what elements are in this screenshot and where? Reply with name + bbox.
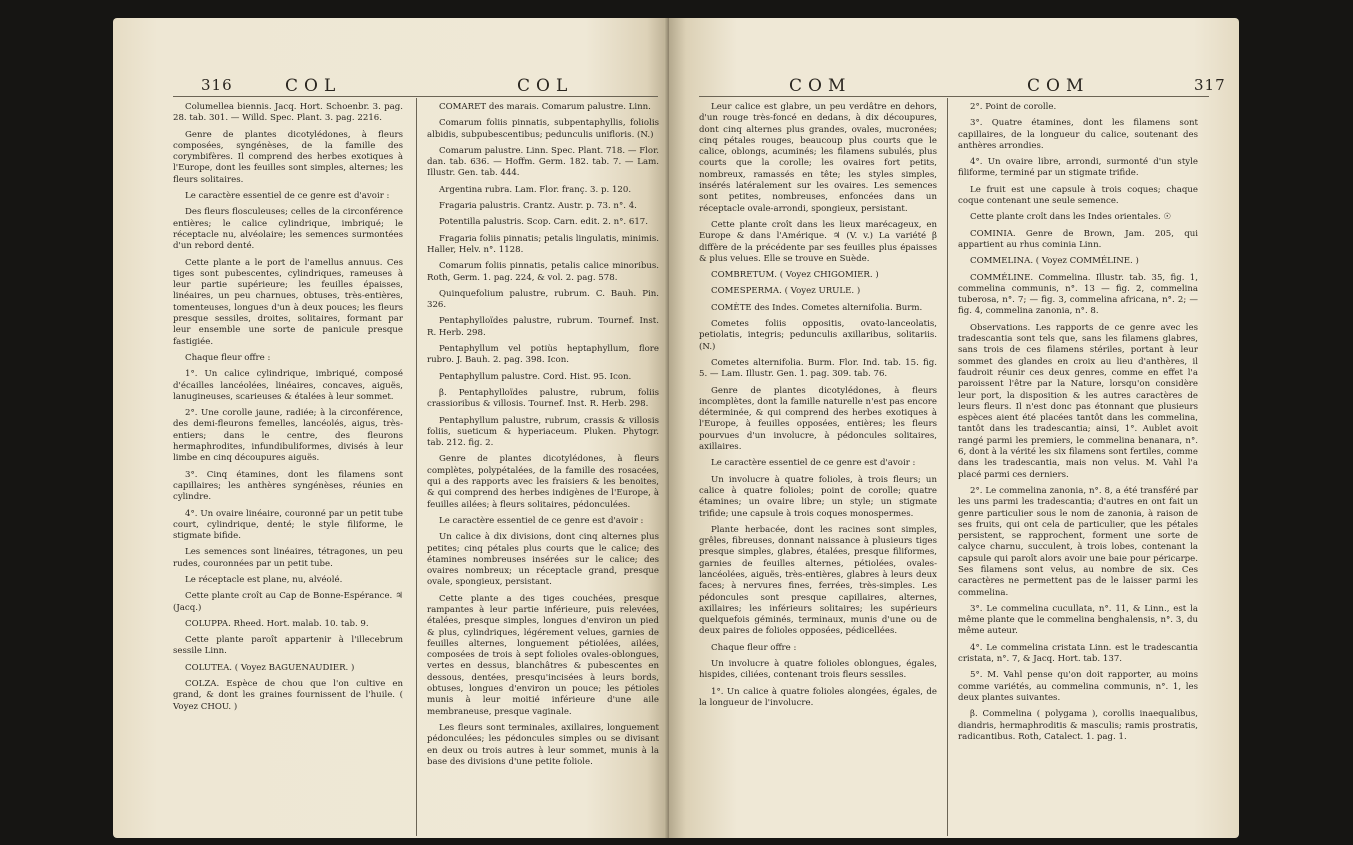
text-paragraph: Cette plante paroît appartenir à l'illecebrum sessile Linn. <box>173 635 403 657</box>
text-paragraph: Cometes alternifolia. Burm. Flor. Ind. tab. 15. fig. 5. — Lam. Illustr. Gen. 1. pag. 309. tab. 76. <box>699 357 937 380</box>
text-paragraph: 3°. Cinq étamines, dont les filamens sont capillaires; les anthères syngénèses, réunies en cylindre. <box>173 469 403 503</box>
text-paragraph: 4°. Un ovaire libre, arrondi, surmonté d'un style filiforme, terminé par un stigmate trifide. <box>958 157 1198 179</box>
column-divider <box>947 98 948 836</box>
text-paragraph: Cette plante croît dans les Indes orientales. ☉ <box>970 212 1172 223</box>
text-paragraph: COMÈTE des Indes. Cometes alternifolia. Burm. <box>711 302 923 313</box>
text-paragraph: 4°. Le commelina cristata Linn. est le tradescantia cristata, n°. 7, & Jacq. Hort. tab. 137. <box>958 642 1198 665</box>
column-divider <box>416 98 417 836</box>
text-paragraph: 3°. Quatre étamines, dont les filamens sont capillaires, de la longueur du calice, soutenant des anthères arrondies. <box>958 118 1198 151</box>
page-number-left: 316 <box>201 76 233 94</box>
text-paragraph: 2°. Point de corolle. <box>970 102 1057 112</box>
right-page-column-2 <box>958 102 1198 748</box>
text-paragraph: COMBRETUM. ( Voyez CHIGOMIER. ) <box>711 270 879 281</box>
text-paragraph: 1°. Un calice à quatre folioles alongées, égales, de la longueur de l'involucre. <box>699 686 937 708</box>
text-paragraph: Genre de plantes dicotylédones, à fleurs complètes, polypétalées, de la famille des rosacées, qui a des rapports avec les fraisiers & les benoites, & qui comprend des herbes indigènes de l'Europe, à feuilles ailées; à fleurs solitaires, pédonculées. <box>427 454 659 510</box>
text-paragraph: Plante herbacée, dont les racines sont simples, grêles, fibreuses, donnant naissance à plusieurs tiges presque simples, glabres, étalées, presque filiformes, garnies de feuilles alternes, pétiolées, ovales-lancéolées, aiguës, très-entières, glabres à leurs deux faces; à nervures fines, ferrées, très-simples. Les pédoncules sont presque capillaires, alternes, axillaires; les inférieurs solitaires; les supérieurs quelquefois géminés, terminaux, munis d'une ou de deux paires de folioles opposées, pédicellées. <box>699 524 937 637</box>
text-paragraph: 4°. Un ovaire linéaire, couronné par un petit tube court, cylindrique, denté; le style filiforme, le stigmate bifide. <box>173 508 403 542</box>
text-paragraph: Pentaphyllum palustre, rubrum, crassis & villosis foliis, sueticum & hyperiaceum. Pluken. Phytogr. tab. 212. fig. 2. <box>427 415 659 449</box>
text-paragraph: Chaque fleur offre : <box>185 352 271 363</box>
text-paragraph: Chaque fleur offre : <box>711 642 797 653</box>
text-paragraph: β. Pentaphylloïdes palustre, rubrum, foliis crassioribus & villosis. Tournef. Inst. R. Herb. 298. <box>427 387 659 410</box>
left-page-column-2 <box>427 102 659 773</box>
text-paragraph: Cette plante croît au Cap de Bonne-Espérance. ♃ (Jacq.) <box>173 591 403 613</box>
text-paragraph: Comarum foliis pinnatis, subpentaphyllis, foliolis albidis, subpubescentibus; pedunculis unifloris. (N.) <box>427 118 659 140</box>
text-paragraph: Cette plante a le port de l'amellus annuus. Ces tiges sont pubescentes, cylindriques, rameuses à leur partie supérieure; les feuilles épaisses, linéaires, un peu charnues, obtuses, très-entières, tomenteuses, longues d'un à deux pouces; les fleurs presque sessiles, droites, solitaires, formant par leur ensemble une sorte de panicule presque fastigiée. <box>173 257 403 347</box>
left-page <box>113 18 669 838</box>
text-paragraph: Pentaphyllum palustre. Cord. Hist. 95. Icon. <box>439 371 632 382</box>
running-head-right-b: COM <box>1027 76 1090 96</box>
text-paragraph: COLUTEA. ( Voyez BAGUENAUDIER. ) <box>185 662 355 673</box>
page-number-right: 317 <box>1194 76 1226 94</box>
text-paragraph: Comarum foliis pinnatis, petalis calice minoribus. Roth, Germ. 1. pag. 224, & vol. 2. pag. 578. <box>427 261 659 283</box>
text-paragraph: Cometes foliis oppositis, ovato-lanceolatis, petiolatis, integris; pedunculis axillaribus, solitariis. (N.) <box>699 319 937 352</box>
text-paragraph: Un involucre à quatre folioles, à trois fleurs; un calice à quatre folioles; point de corolle; quatre étamines; un ovaire libre; un style; un stigmate trifide; une capsule à trois coques monospermes. <box>699 474 937 519</box>
text-paragraph: COLZA. Espèce de chou que l'on cultive en grand, & dont les graines fournissent de l'huile. ( Voyez CHOU. ) <box>173 679 403 712</box>
text-paragraph: COMINIA. Genre de Brown, Jam. 205, qui appartient au rhus cominia Linn. <box>958 228 1198 250</box>
text-paragraph: Un involucre à quatre folioles oblongues, égales, hispides, ciliées, contenant trois fleurs sessiles. <box>699 659 937 681</box>
text-paragraph: Genre de plantes dicotylédones, à fleurs composées, syngénèses, de la famille des corymbifères. Il comprend des herbes exotiques à l'Europe, dont les feuilles sont simples, alternes; les fleurs solitaires. <box>173 129 403 185</box>
text-paragraph: Comarum palustre. Linn. Spec. Plant. 718. — Flor. dan. tab. 636. — Hoffm. Germ. 182. tab. 7. — Lam. Illustr. Gen. tab. 444. <box>427 145 659 179</box>
text-paragraph: COMARET des marais. Comarum palustre. Linn. <box>439 102 651 112</box>
text-paragraph: 2°. Une corolle jaune, radiée; à la circonférence, des demi-fleurons femelles, lancéolés, aigus, très-entiers; dans le centre, des fleurons hermaphrodites, infundibuliformes, divisés à leur limbe en cinq découpures aiguës. <box>173 408 403 464</box>
right-page-column-1 <box>699 102 937 714</box>
right-page <box>669 18 1239 838</box>
text-paragraph: Cette plante a des tiges couchées, presque rampantes à leur partie inférieure, puis relevées, étalées, presque simples, longues d'environ un pied & plus, cylindriques, légérement velues, garnies de feuilles alternes, longuement pétiolées, ailées, composées de trois à sept folioles ovales-oblongues, vertes en dessus, blanchâtres & pubescentes en dessous, dentées, presqu'incisées à leurs bords, obtuses, longues d'environ un pouce; les pétioles munis à leur moitié inférieure d'une aile membraneuse, presque vaginale. <box>427 593 659 717</box>
text-paragraph: Quinquefolium palustre, rubrum. C. Bauh. Pin. 326. <box>427 288 659 311</box>
text-paragraph: COMMÉLINE. Commelina. Illustr. tab. 35, fig. 1, commelina communis, n°. 13 — fig. 2, commelina tuberosa, n°. 7; — fig. 3, commelina africana, n°. 2; — fig. 4, commelina zanonia, n°. 8. <box>958 272 1198 317</box>
text-paragraph: Le caractère essentiel de ce genre est d'avoir : <box>711 458 916 469</box>
text-paragraph: 5°. M. Vahl pense qu'on doit rapporter, au moins comme variétés, au commelina communis, n°. 1, les deux plantes suivantes. <box>958 670 1198 703</box>
text-paragraph: Fragaria palustris. Crantz. Austr. p. 73. n°. 4. <box>439 201 637 212</box>
text-paragraph: Le réceptacle est plane, nu, alvéolé. <box>185 574 343 585</box>
running-head-left-a: COL <box>285 76 342 96</box>
text-paragraph: Genre de plantes dicotylédones, à fleurs incomplètes, dont la famille naturelle n'est pas encore déterminée, & qui comprend des herbes exotiques à l'Europe, à feuilles opposées, entières; les fleurs pourvues d'un involucre, à pédoncules solitaires, axillaires. <box>699 385 937 453</box>
running-head-right-a: COM <box>789 76 852 96</box>
text-paragraph: Le caractère essentiel de ce genre est d'avoir : <box>439 515 644 526</box>
text-paragraph: Des fleurs flosculeuses; celles de la circonférence entières; le calice cylindrique, imbriqué; le réceptacle nu, alvéolaire; les semences surmontées d'un rebord denté. <box>173 207 403 252</box>
text-paragraph: β. Commelina ( polygama ), corollis inaequalibus, diandris, hermaphroditis & masculis; ramis prostratis, radicantibus. Roth, Catalect. 1. pag. 1. <box>958 709 1198 742</box>
text-paragraph: Un calice à dix divisions, dont cinq alternes plus petites; cinq pétales plus courts que le calice; des étamines nombreuses insérées sur le calice; des ovaires nombreux; un réceptacle grand, presque ovale, spongieux, persistant. <box>427 532 659 588</box>
text-paragraph: 2°. Le commelina zanonia, n°. 8, a été transféré par les uns parmi les tradescantia; d'autres en ont fait un genre particulier sous le nom de zanonia, à raison de ses fruits, qui ont cela de particulier, que les pétales persistent, se rapprochent, forment une sorte de calyce charnu, succulent, à trois lobes, contenant la capsule qui paroît alors avoir une baie pour péricarpe. Ses filamens sont velus, au nombre de six. Ces caractères ne permettent pas de le laisser parmi les commelina. <box>958 485 1198 598</box>
text-paragraph: COMESPERMA. ( Voyez URULE. ) <box>711 286 861 297</box>
text-paragraph: Cette plante croît dans les lieux marécageux, en Europe & dans l'Amérique. ♃ (V. v.) La variété β diffère de la précédente par ses feuilles plus épaisses & plus velues. Elle se trouve en Suède. <box>699 219 937 264</box>
text-paragraph: Les semences sont linéaires, tétragones, un peu rudes, couronnées par un petit tube. <box>173 547 403 569</box>
text-paragraph: Pentaphyllum vel potiùs heptaphyllum, flore rubro. J. Bauh. 2. pag. 398. Icon. <box>427 344 659 366</box>
header-rule <box>173 96 658 97</box>
text-paragraph: Argentina rubra. Lam. Flor. franç. 3. p. 120. <box>439 184 632 195</box>
running-head-left-b: COL <box>517 76 574 96</box>
text-paragraph: Les fleurs sont terminales, axillaires, longuement pédonculées; les pédoncules simples ou se divisant en deux ou trois autres à leur sommet, munis à la base des divisions d'une petite foliole. <box>427 722 659 767</box>
text-paragraph: COLUPPA. Rheed. Hort. malab. 10. tab. 9. <box>185 618 369 629</box>
text-paragraph: Potentilla palustris. Scop. Carn. edit. 2. n°. 617. <box>439 217 648 228</box>
text-paragraph: Le caractère essentiel de ce genre est d'avoir : <box>185 191 390 202</box>
left-page-column-1 <box>173 102 403 718</box>
text-paragraph: Fragaria foliis pinnatis; petalis lingulatis, minimis. Haller, Helv. n°. 1128. <box>427 233 659 255</box>
text-paragraph: 3°. Le commelina cucullata, n°. 11, & Linn., est la même plante que le commelina benghalensis, n°. 3, du même auteur. <box>958 603 1198 637</box>
text-paragraph: COMMELINA. ( Voyez COMMÉLINE. ) <box>970 256 1139 267</box>
text-paragraph: Pentaphylloïdes palustre, rubrum. Tournef. Inst. R. Herb. 298. <box>427 316 659 338</box>
text-paragraph: Le fruit est une capsule à trois coques; chaque coque contenant une seule semence. <box>958 184 1198 207</box>
text-paragraph: Columellea biennis. Jacq. Hort. Schoenbr. 3. pag. 28. tab. 301. — Willd. Spec. Plant. 3. pag. 2216. <box>173 102 403 124</box>
text-paragraph: Observations. Les rapports de ce genre avec les tradescantia sont tels que, sans les filamens glabres, sans trois de ces filamens stériles, portant à leur sommet des glandes en croix au lieu d'anthères, il faudroit réunir ces deux genres, comme en effet l'a paroissent l'être par la Nature, lorsqu'on considère leur port, la disposition & les autres caractères de leurs fleurs. Il n'est donc pas étonnant que plusieurs espèces aient été placées tantôt dans les commelina, tantôt dans les tradescantia; ainsi, 1°. Aublet avoit rangé parmi les premiers, le commelina benanara, n°. 6, dont à la vérité les six filamens sont fertiles, comme dans les tradescantia, mais non velus. M. Vahl l'a placé parmi ces derniers. <box>958 322 1198 480</box>
text-paragraph: Leur calice est glabre, un peu verdâtre en dehors, d'un rouge très-foncé en dedans, à dix découpures, dont cinq alternes plus grandes, ovales, mucronées; cinq pétales rouges, beaucoup plus courts que le calice, oblongs, acuminés; les filamens subulés, plus courts que la corolle; les ovaires fort petits, nombreux, ramassés en tête; les styles simples, insérés latéralement sur les ovaires. Les semences sont petites, nombreuses, enfoncées dans un réceptacle ovale-arrondi, spongieux, persistant. <box>699 102 937 214</box>
text-paragraph: 1°. Un calice cylindrique, imbriqué, composé d'écailles lancéolées, linéaires, concaves, aiguës, lanugineuses, scarieuses & étalées à leur sommet. <box>173 369 403 402</box>
header-rule <box>699 96 1209 97</box>
